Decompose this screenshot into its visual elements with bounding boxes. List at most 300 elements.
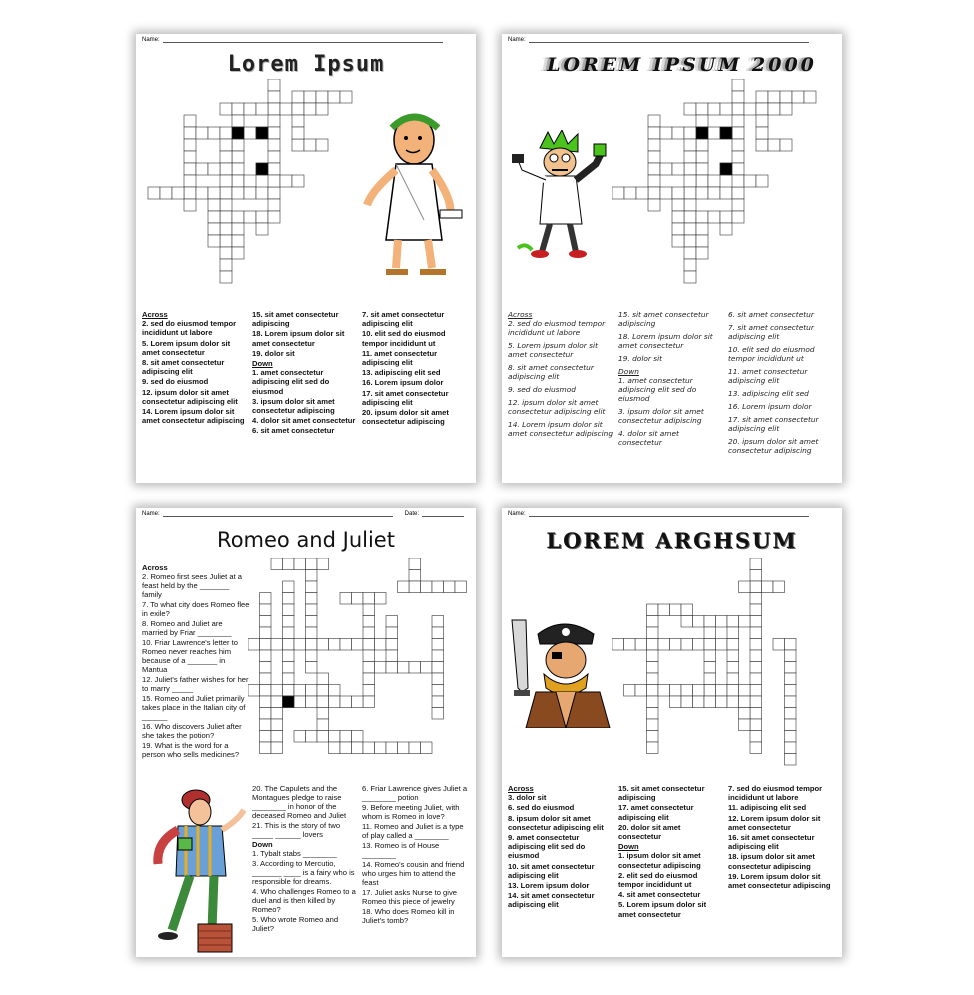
grid-cell[interactable] — [306, 650, 318, 662]
grid-cell[interactable] — [283, 696, 295, 708]
grid-cell[interactable] — [756, 91, 768, 103]
grid-cell[interactable] — [684, 127, 696, 139]
grid-cell[interactable] — [292, 103, 304, 115]
grid-cell[interactable] — [696, 163, 708, 175]
grid-cell[interactable] — [750, 685, 762, 697]
grid-cell[interactable] — [750, 581, 762, 593]
grid-cell[interactable] — [244, 187, 256, 199]
grid-cell[interactable] — [271, 696, 283, 708]
grid-cell[interactable] — [317, 708, 329, 720]
grid-cell[interactable] — [340, 742, 352, 754]
grid-cell[interactable] — [635, 639, 647, 651]
grid-cell[interactable] — [283, 662, 295, 674]
grid-cell[interactable] — [647, 673, 659, 685]
grid-cell[interactable] — [292, 127, 304, 139]
grid-cell[interactable] — [624, 187, 636, 199]
grid-cell[interactable] — [750, 662, 762, 674]
grid-cell[interactable] — [684, 235, 696, 247]
crossword-grid[interactable] — [136, 79, 376, 289]
grid-cell[interactable] — [768, 139, 780, 151]
grid-cell[interactable] — [268, 79, 280, 91]
grid-cell[interactable] — [160, 187, 172, 199]
grid-cell[interactable] — [256, 127, 268, 139]
name-field[interactable]: Name: Date: — [142, 511, 470, 517]
grid-cell[interactable] — [432, 627, 444, 639]
grid-cell[interactable] — [208, 211, 220, 223]
grid-cell[interactable] — [248, 685, 260, 697]
grid-cell[interactable] — [647, 616, 659, 628]
grid-cell[interactable] — [421, 581, 433, 593]
grid-cell[interactable] — [648, 139, 660, 151]
grid-cell[interactable] — [268, 151, 280, 163]
grid-cell[interactable] — [670, 639, 682, 651]
grid-cell[interactable] — [704, 685, 716, 697]
grid-cell[interactable] — [304, 103, 316, 115]
grid-cell[interactable] — [409, 581, 421, 593]
grid-cell[interactable] — [432, 673, 444, 685]
grid-cell[interactable] — [732, 103, 744, 115]
grid-cell[interactable] — [306, 558, 318, 570]
grid-cell[interactable] — [670, 685, 682, 697]
grid-cell[interactable] — [716, 685, 728, 697]
grid-cell[interactable] — [256, 211, 268, 223]
grid-cell[interactable] — [317, 719, 329, 731]
grid-cell[interactable] — [184, 151, 196, 163]
grid-cell[interactable] — [612, 187, 624, 199]
grid-cell[interactable] — [727, 685, 739, 697]
grid-cell[interactable] — [727, 650, 739, 662]
grid-cell[interactable] — [727, 673, 739, 685]
grid-cell[interactable] — [704, 627, 716, 639]
name-field[interactable]: Name: — [508, 37, 836, 43]
grid-cell[interactable] — [268, 103, 280, 115]
grid-cell[interactable] — [220, 151, 232, 163]
grid-cell[interactable] — [386, 627, 398, 639]
grid-cell[interactable] — [727, 639, 739, 651]
grid-cell[interactable] — [260, 639, 272, 651]
grid-cell[interactable] — [704, 662, 716, 674]
grid-cell[interactable] — [268, 115, 280, 127]
grid-cell[interactable] — [785, 673, 797, 685]
grid-cell[interactable] — [340, 593, 352, 605]
grid-cell[interactable] — [375, 593, 387, 605]
grid-cell[interactable] — [756, 103, 768, 115]
grid-cell[interactable] — [684, 271, 696, 283]
grid-cell[interactable] — [244, 103, 256, 115]
grid-cell[interactable] — [647, 708, 659, 720]
grid-cell[interactable] — [283, 558, 295, 570]
grid-cell[interactable] — [409, 742, 421, 754]
grid-cell[interactable] — [672, 199, 684, 211]
grid-cell[interactable] — [744, 103, 756, 115]
grid-cell[interactable] — [696, 223, 708, 235]
grid-cell[interactable] — [268, 163, 280, 175]
grid-cell[interactable] — [660, 163, 672, 175]
grid-cell[interactable] — [340, 696, 352, 708]
grid-cell[interactable] — [363, 696, 375, 708]
grid-cell[interactable] — [283, 650, 295, 662]
grid-cell[interactable] — [785, 696, 797, 708]
crossword-grid[interactable] — [612, 79, 842, 289]
grid-cell[interactable] — [220, 199, 232, 211]
grid-cell[interactable] — [432, 581, 444, 593]
grid-cell[interactable] — [648, 115, 660, 127]
grid-cell[interactable] — [232, 175, 244, 187]
grid-cell[interactable] — [294, 731, 306, 743]
grid-cell[interactable] — [260, 742, 272, 754]
grid-cell[interactable] — [785, 662, 797, 674]
grid-cell[interactable] — [773, 581, 785, 593]
grid-cell[interactable] — [716, 696, 728, 708]
grid-cell[interactable] — [693, 685, 705, 697]
grid-cell[interactable] — [750, 604, 762, 616]
grid-cell[interactable] — [696, 103, 708, 115]
grid-cell[interactable] — [432, 616, 444, 628]
grid-cell[interactable] — [732, 199, 744, 211]
grid-cell[interactable] — [306, 627, 318, 639]
grid-cell[interactable] — [684, 187, 696, 199]
grid-cell[interactable] — [732, 163, 744, 175]
grid-cell[interactable] — [283, 604, 295, 616]
grid-cell[interactable] — [684, 163, 696, 175]
grid-cell[interactable] — [220, 259, 232, 271]
grid-cell[interactable] — [727, 616, 739, 628]
grid-cell[interactable] — [421, 662, 433, 674]
grid-cell[interactable] — [317, 558, 329, 570]
grid-cell[interactable] — [792, 91, 804, 103]
grid-cell[interactable] — [750, 570, 762, 582]
grid-cell[interactable] — [693, 639, 705, 651]
grid-cell[interactable] — [340, 91, 352, 103]
grid-cell[interactable] — [232, 139, 244, 151]
grid-cell[interactable] — [256, 163, 268, 175]
grid-cell[interactable] — [306, 731, 318, 743]
grid-cell[interactable] — [352, 731, 364, 743]
grid-cell[interactable] — [220, 247, 232, 259]
grid-cell[interactable] — [317, 731, 329, 743]
grid-cell[interactable] — [398, 742, 410, 754]
grid-cell[interactable] — [398, 662, 410, 674]
grid-cell[interactable] — [232, 151, 244, 163]
grid-cell[interactable] — [773, 639, 785, 651]
grid-cell[interactable] — [271, 558, 283, 570]
grid-cell[interactable] — [785, 742, 797, 754]
grid-cell[interactable] — [647, 685, 659, 697]
grid-cell[interactable] — [704, 616, 716, 628]
grid-cell[interactable] — [704, 639, 716, 651]
grid-cell[interactable] — [208, 187, 220, 199]
grid-cell[interactable] — [260, 719, 272, 731]
grid-cell[interactable] — [716, 616, 728, 628]
grid-cell[interactable] — [708, 187, 720, 199]
grid-cell[interactable] — [672, 187, 684, 199]
grid-cell[interactable] — [693, 696, 705, 708]
grid-cell[interactable] — [352, 742, 364, 754]
grid-cell[interactable] — [363, 742, 375, 754]
grid-cell[interactable] — [184, 139, 196, 151]
crossword-grid[interactable] — [612, 558, 842, 788]
grid-cell[interactable] — [196, 163, 208, 175]
grid-cell[interactable] — [172, 187, 184, 199]
grid-cell[interactable] — [386, 662, 398, 674]
grid-cell[interactable] — [696, 115, 708, 127]
grid-cell[interactable] — [681, 604, 693, 616]
grid-cell[interactable] — [684, 259, 696, 271]
grid-cell[interactable] — [271, 639, 283, 651]
grid-cell[interactable] — [375, 662, 387, 674]
grid-cell[interactable] — [363, 662, 375, 674]
grid-cell[interactable] — [306, 581, 318, 593]
grid-cell[interactable] — [244, 175, 256, 187]
grid-cell[interactable] — [196, 127, 208, 139]
grid-cell[interactable] — [271, 742, 283, 754]
grid-cell[interactable] — [681, 639, 693, 651]
grid-cell[interactable] — [732, 211, 744, 223]
grid-cell[interactable] — [363, 616, 375, 628]
grid-cell[interactable] — [283, 616, 295, 628]
grid-cell[interactable] — [624, 685, 636, 697]
grid-cell[interactable] — [432, 650, 444, 662]
name-field[interactable]: Name: — [508, 511, 836, 517]
grid-cell[interactable] — [720, 127, 732, 139]
grid-cell[interactable] — [184, 127, 196, 139]
grid-cell[interactable] — [220, 163, 232, 175]
grid-cell[interactable] — [681, 696, 693, 708]
grid-cell[interactable] — [750, 696, 762, 708]
grid-cell[interactable] — [672, 223, 684, 235]
grid-cell[interactable] — [271, 708, 283, 720]
grid-cell[interactable] — [306, 593, 318, 605]
grid-cell[interactable] — [732, 175, 744, 187]
grid-cell[interactable] — [739, 616, 751, 628]
grid-cell[interactable] — [232, 247, 244, 259]
grid-cell[interactable] — [232, 163, 244, 175]
date-field[interactable] — [422, 511, 464, 517]
grid-cell[interactable] — [612, 639, 624, 651]
grid-cell[interactable] — [732, 91, 744, 103]
grid-cell[interactable] — [260, 662, 272, 674]
grid-cell[interactable] — [329, 731, 341, 743]
crossword-grid[interactable] — [248, 558, 476, 788]
grid-cell[interactable] — [292, 139, 304, 151]
grid-cell[interactable] — [283, 627, 295, 639]
grid-cell[interactable] — [768, 103, 780, 115]
grid-cell[interactable] — [220, 139, 232, 151]
grid-cell[interactable] — [208, 163, 220, 175]
grid-cell[interactable] — [750, 719, 762, 731]
grid-cell[interactable] — [708, 103, 720, 115]
grid-cell[interactable] — [739, 719, 751, 731]
grid-cell[interactable] — [220, 175, 232, 187]
grid-cell[interactable] — [306, 639, 318, 651]
grid-cell[interactable] — [386, 742, 398, 754]
grid-cell[interactable] — [785, 719, 797, 731]
grid-cell[interactable] — [716, 639, 728, 651]
grid-cell[interactable] — [696, 187, 708, 199]
grid-cell[interactable] — [720, 163, 732, 175]
grid-cell[interactable] — [306, 685, 318, 697]
grid-cell[interactable] — [660, 127, 672, 139]
grid-cell[interactable] — [670, 696, 682, 708]
grid-cell[interactable] — [696, 211, 708, 223]
grid-cell[interactable] — [647, 742, 659, 754]
grid-cell[interactable] — [684, 223, 696, 235]
grid-cell[interactable] — [306, 616, 318, 628]
grid-cell[interactable] — [306, 604, 318, 616]
grid-cell[interactable] — [658, 604, 670, 616]
grid-cell[interactable] — [268, 91, 280, 103]
grid-cell[interactable] — [244, 211, 256, 223]
grid-cell[interactable] — [375, 742, 387, 754]
grid-cell[interactable] — [306, 662, 318, 674]
grid-cell[interactable] — [727, 627, 739, 639]
grid-cell[interactable] — [696, 139, 708, 151]
grid-cell[interactable] — [647, 719, 659, 731]
grid-cell[interactable] — [306, 570, 318, 582]
grid-cell[interactable] — [184, 199, 196, 211]
grid-cell[interactable] — [329, 742, 341, 754]
grid-cell[interactable] — [708, 211, 720, 223]
grid-cell[interactable] — [317, 673, 329, 685]
grid-cell[interactable] — [648, 187, 660, 199]
grid-cell[interactable] — [704, 650, 716, 662]
grid-cell[interactable] — [696, 175, 708, 187]
grid-cell[interactable] — [647, 604, 659, 616]
grid-cell[interactable] — [306, 696, 318, 708]
grid-cell[interactable] — [292, 175, 304, 187]
grid-cell[interactable] — [681, 685, 693, 697]
grid-cell[interactable] — [409, 558, 421, 570]
grid-cell[interactable] — [804, 91, 816, 103]
grid-cell[interactable] — [684, 139, 696, 151]
grid-cell[interactable] — [220, 223, 232, 235]
grid-cell[interactable] — [684, 175, 696, 187]
grid-cell[interactable] — [375, 639, 387, 651]
grid-cell[interactable] — [750, 742, 762, 754]
grid-cell[interactable] — [708, 175, 720, 187]
grid-cell[interactable] — [280, 175, 292, 187]
grid-cell[interactable] — [750, 708, 762, 720]
grid-cell[interactable] — [647, 650, 659, 662]
grid-cell[interactable] — [268, 139, 280, 151]
grid-cell[interactable] — [220, 127, 232, 139]
grid-cell[interactable] — [672, 127, 684, 139]
grid-cell[interactable] — [744, 175, 756, 187]
grid-cell[interactable] — [184, 163, 196, 175]
grid-cell[interactable] — [329, 685, 341, 697]
grid-cell[interactable] — [720, 223, 732, 235]
grid-cell[interactable] — [432, 662, 444, 674]
grid-cell[interactable] — [232, 211, 244, 223]
grid-cell[interactable] — [260, 593, 272, 605]
grid-cell[interactable] — [672, 163, 684, 175]
grid-cell[interactable] — [352, 639, 364, 651]
grid-cell[interactable] — [363, 673, 375, 685]
grid-cell[interactable] — [256, 187, 268, 199]
grid-cell[interactable] — [271, 731, 283, 743]
grid-cell[interactable] — [720, 211, 732, 223]
grid-cell[interactable] — [432, 639, 444, 651]
grid-cell[interactable] — [756, 127, 768, 139]
grid-cell[interactable] — [329, 696, 341, 708]
grid-cell[interactable] — [780, 91, 792, 103]
grid-cell[interactable] — [363, 650, 375, 662]
grid-cell[interactable] — [732, 79, 744, 91]
grid-cell[interactable] — [684, 211, 696, 223]
grid-cell[interactable] — [148, 187, 160, 199]
grid-cell[interactable] — [283, 581, 295, 593]
grid-cell[interactable] — [268, 127, 280, 139]
grid-cell[interactable] — [681, 616, 693, 628]
grid-cell[interactable] — [220, 103, 232, 115]
grid-cell[interactable] — [635, 685, 647, 697]
grid-cell[interactable] — [750, 731, 762, 743]
grid-cell[interactable] — [750, 558, 762, 570]
grid-cell[interactable] — [785, 650, 797, 662]
grid-cell[interactable] — [455, 581, 467, 593]
grid-cell[interactable] — [248, 639, 260, 651]
grid-cell[interactable] — [316, 103, 328, 115]
grid-cell[interactable] — [220, 235, 232, 247]
grid-cell[interactable] — [363, 685, 375, 697]
grid-cell[interactable] — [220, 271, 232, 283]
grid-cell[interactable] — [220, 211, 232, 223]
grid-cell[interactable] — [756, 115, 768, 127]
grid-cell[interactable] — [732, 139, 744, 151]
grid-cell[interactable] — [283, 639, 295, 651]
grid-cell[interactable] — [363, 639, 375, 651]
grid-cell[interactable] — [756, 175, 768, 187]
grid-cell[interactable] — [294, 639, 306, 651]
grid-cell[interactable] — [363, 593, 375, 605]
grid-cell[interactable] — [750, 673, 762, 685]
grid-cell[interactable] — [768, 91, 780, 103]
grid-cell[interactable] — [750, 639, 762, 651]
grid-cell[interactable] — [268, 211, 280, 223]
grid-cell[interactable] — [208, 199, 220, 211]
grid-cell[interactable] — [658, 639, 670, 651]
grid-cell[interactable] — [762, 581, 774, 593]
grid-cell[interactable] — [648, 127, 660, 139]
grid-cell[interactable] — [696, 235, 708, 247]
grid-cell[interactable] — [260, 627, 272, 639]
grid-cell[interactable] — [363, 604, 375, 616]
grid-cell[interactable] — [409, 662, 421, 674]
grid-cell[interactable] — [684, 199, 696, 211]
grid-cell[interactable] — [317, 696, 329, 708]
grid-cell[interactable] — [386, 650, 398, 662]
grid-cell[interactable] — [232, 235, 244, 247]
grid-cell[interactable] — [260, 673, 272, 685]
grid-cell[interactable] — [260, 731, 272, 743]
grid-cell[interactable] — [184, 115, 196, 127]
grid-cell[interactable] — [672, 211, 684, 223]
grid-cell[interactable] — [648, 175, 660, 187]
grid-cell[interactable] — [648, 163, 660, 175]
grid-cell[interactable] — [684, 103, 696, 115]
grid-cell[interactable] — [232, 115, 244, 127]
grid-cell[interactable] — [271, 685, 283, 697]
grid-cell[interactable] — [624, 639, 636, 651]
grid-cell[interactable] — [232, 103, 244, 115]
grid-cell[interactable] — [421, 742, 433, 754]
grid-cell[interactable] — [268, 175, 280, 187]
grid-cell[interactable] — [340, 731, 352, 743]
grid-cell[interactable] — [386, 616, 398, 628]
grid-cell[interactable] — [256, 223, 268, 235]
grid-cell[interactable] — [732, 187, 744, 199]
grid-cell[interactable] — [292, 91, 304, 103]
